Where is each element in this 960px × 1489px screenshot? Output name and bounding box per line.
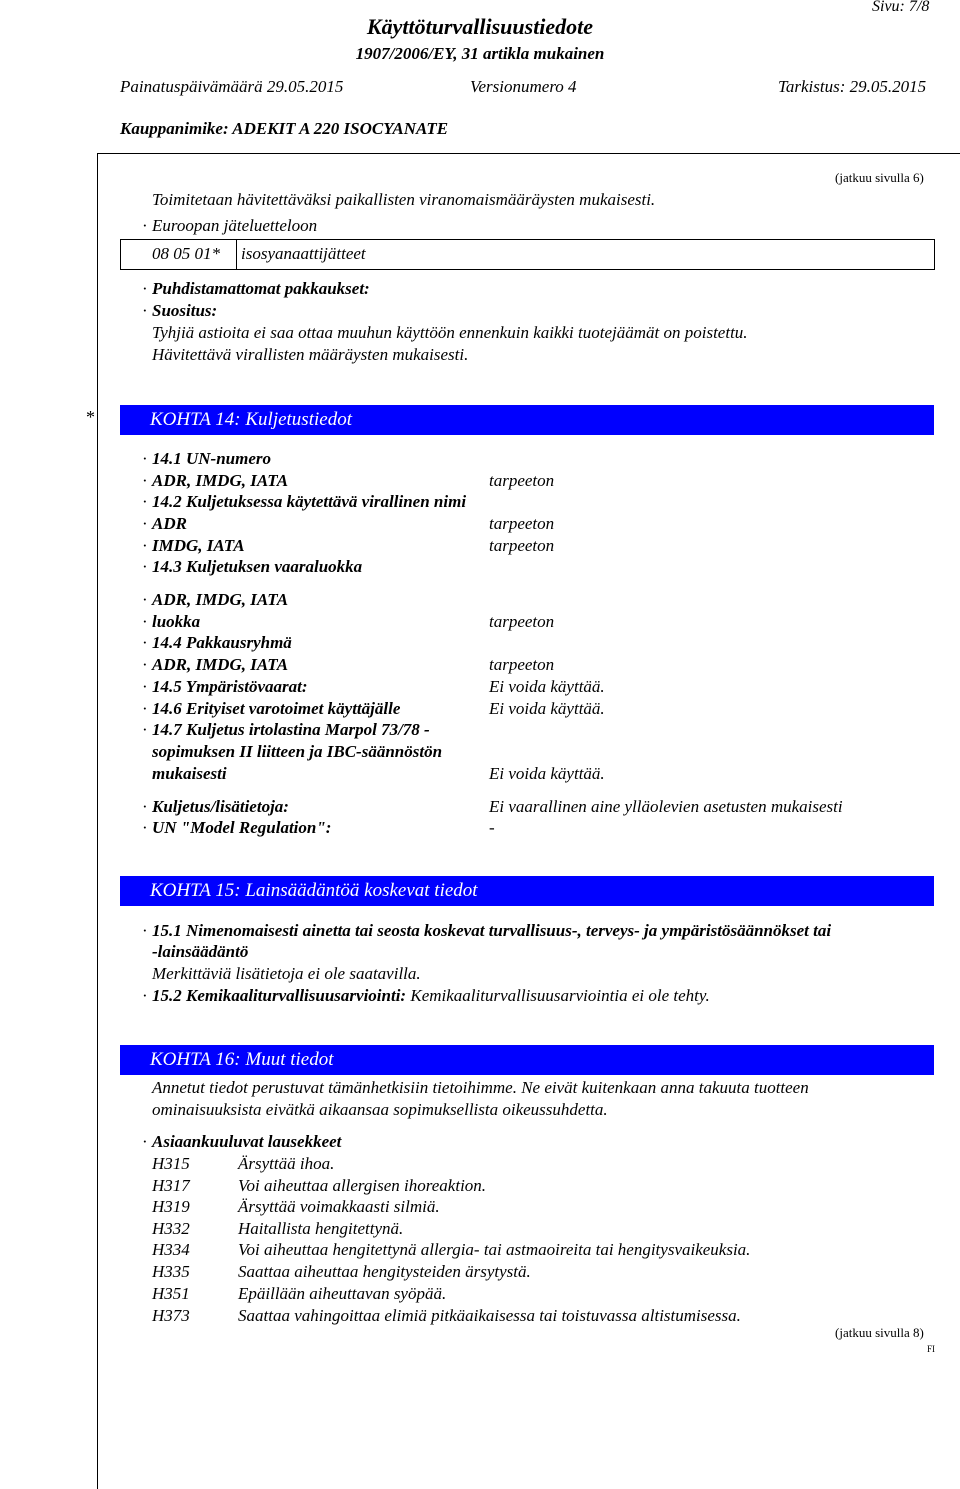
waste-code: 08 05 01* [152, 244, 220, 263]
h-phrase-code: H317 [152, 1176, 190, 1195]
document-title: Käyttöturvallisuustiedote [366, 14, 594, 39]
page-number: Sivu: 7/8 [872, 0, 930, 15]
un-model-regulation-value: - [489, 818, 495, 837]
shipping-name-heading: · 14.2 Kuljetuksessa käytettävä virallinen nimi [152, 492, 466, 512]
hazard-class-modes: · ADR, IMDG, IATA [152, 590, 288, 610]
h-phrase-text: Ärsyttää voimakkaasti silmiä. [238, 1197, 440, 1216]
trade-name: Kauppanimike: ADEKIT A 220 ISOCYANATE [120, 119, 449, 138]
un-number-value: tarpeeton [489, 471, 555, 490]
change-marker: * [86, 407, 95, 427]
document-subtitle: 1907/2006/EY, 31 artikla mukainen [355, 44, 605, 63]
waste-code-table [120, 239, 935, 270]
section-15-header [120, 876, 934, 906]
section-14-title: KOHTA 14: Kuljetustiedot [150, 409, 352, 430]
h-phrase-text: Haitallista hengitettynä. [238, 1219, 404, 1238]
environmental-hazards-label: · 14.5 Ympäristövaarat: [152, 677, 308, 697]
disposal-text: Toimitetaan hävitettäväksi paikallisten viranomaismääräysten mukaisesti. [152, 190, 656, 209]
transport-additional-label: · Kuljetus/lisätietoja: [152, 797, 289, 817]
environmental-hazards-value: Ei voida käyttää. [489, 677, 605, 696]
uncleaned-packaging-heading: · Puhdistamattomat pakkaukset: [152, 279, 370, 299]
section-14-header [120, 405, 934, 435]
hazard-class-value: tarpeeton [489, 612, 555, 631]
chemical-safety-assessment [152, 986, 710, 1006]
bulk-transport-line-3: mukaisesti [152, 764, 227, 783]
special-precautions-label: · 14.6 Erityiset varotoimet käyttäjälle [152, 699, 400, 719]
h-phrase-code: H332 [152, 1219, 190, 1238]
revision-date: Tarkistus: 29.05.2015 [778, 77, 927, 96]
chemical-safety-assessment-text: Kemikaaliturvallisuusarviointia ei ole tehty. [410, 986, 710, 1005]
hazard-class-heading: · 14.3 Kuljetuksen vaaraluokka [152, 557, 362, 577]
hazard-class-label: · luokka [152, 612, 200, 632]
h-phrase-text: Voi aiheuttaa hengitettynä allergia- tai astmaoireita tai hengitysvaikeuksia. [238, 1240, 751, 1259]
h-phrase-code: H373 [152, 1306, 190, 1325]
version-number: Versionumero 4 [470, 77, 577, 96]
other-info-line-2: ominaisuuksista eivätkä aikaansaa sopimuksellista oikeussuhdetta. [152, 1100, 608, 1119]
recommendation-heading: · Suositus: [152, 301, 217, 321]
section-16-header [120, 1045, 934, 1075]
un-model-regulation-label: · UN "Model Regulation": [152, 818, 331, 838]
regulations-text: Merkittäviä lisätietoja ei ole saatavilla. [152, 964, 421, 983]
shipping-name-adr-value: tarpeeton [489, 514, 555, 533]
frame-top-line [97, 153, 960, 154]
continued-to-note: (jatkuu sivulla 8) [835, 1325, 924, 1340]
un-number-heading: · 14.1 UN-numero [152, 449, 271, 469]
h-phrase-code: H319 [152, 1197, 190, 1216]
table-divider [236, 240, 237, 269]
waste-catalogue-heading: · Euroopan jäteluetteloon [152, 216, 317, 236]
shipping-name-imdg-iata: · IMDG, IATA [152, 536, 245, 556]
h-phrase-code: H315 [152, 1154, 190, 1173]
h-phrase-text: Epäillään aiheuttavan syöpää. [238, 1284, 447, 1303]
h-phrase-text: Ärsyttää ihoa. [238, 1154, 335, 1173]
shipping-name-adr: · ADR [152, 514, 187, 534]
frame-left-line [97, 153, 98, 1489]
regulations-heading-line-2: -lainsäädäntö [152, 942, 249, 961]
h-phrase-text: Saattaa vahingoittaa elimiä pitkäaikaisessa tai toistuvassa altistumisessa. [238, 1306, 741, 1325]
packing-group-value: tarpeeton [489, 655, 555, 674]
special-precautions-value: Ei voida käyttää. [489, 699, 605, 718]
h-phrase-code: H334 [152, 1240, 190, 1259]
other-info-line-1: Annetut tiedot perustuvat tämänhetkisiin tietoihimme. Ne eivät kuitenkaan anna takuuta tuotteen [152, 1078, 809, 1097]
print-date: Painatuspäivämäärä 29.05.2015 [120, 77, 344, 96]
shipping-name-imdg-iata-value: tarpeeton [489, 536, 555, 555]
bulk-transport-line-2: sopimuksen II liitteen ja IBC-säännöstön [152, 742, 443, 761]
section-15-title: KOHTA 15: Lainsäädäntöä koskevat tiedot [150, 880, 478, 901]
h-phrase-code: H335 [152, 1262, 190, 1281]
packing-group-modes: · ADR, IMDG, IATA [152, 655, 288, 675]
bulk-transport-line-1: · 14.7 Kuljetus irtolastina Marpol 73/78 - [152, 720, 430, 740]
relevant-phrases-heading: · Asiaankuuluvat lausekkeet [152, 1132, 341, 1152]
transport-additional-value: Ei vaarallinen aine ylläolevien asetusten mukaisesti [489, 797, 843, 816]
un-number-modes: · ADR, IMDG, IATA [152, 471, 288, 491]
h-phrase-text: Voi aiheuttaa allergisen ihoreaktion. [238, 1176, 487, 1195]
h-phrase-text: Saattaa aiheuttaa hengitysteiden ärsytystä. [238, 1262, 531, 1281]
recommendation-line-1: Tyhjiä astioita ei saa ottaa muuhun käyttöön ennenkuin kaikki tuotejäämät on poistettu. [152, 323, 748, 342]
section-16-title: KOHTA 16: Muut tiedot [150, 1049, 334, 1070]
chemical-safety-assessment-label: 15.2 Kemikaaliturvallisuusarviointi: [152, 986, 407, 1005]
h-phrase-code: H351 [152, 1284, 190, 1303]
packing-group-heading: · 14.4 Pakkausryhmä [152, 633, 292, 653]
recommendation-line-2: Hävitettävä virallisten määräysten mukaisesti. [152, 345, 469, 364]
waste-name: isosyanaattijätteet [241, 244, 366, 263]
bulk-transport-value: Ei voida käyttää. [489, 764, 605, 783]
regulations-heading-line-1: · 15.1 Nimenomaisesti ainetta tai seosta koskevat turvallisuus-, terveys- ja ympäristösäännökset tai [152, 921, 831, 941]
language-code: FI [927, 1344, 936, 1354]
continued-from-note: (jatkuu sivulla 6) [835, 170, 924, 185]
